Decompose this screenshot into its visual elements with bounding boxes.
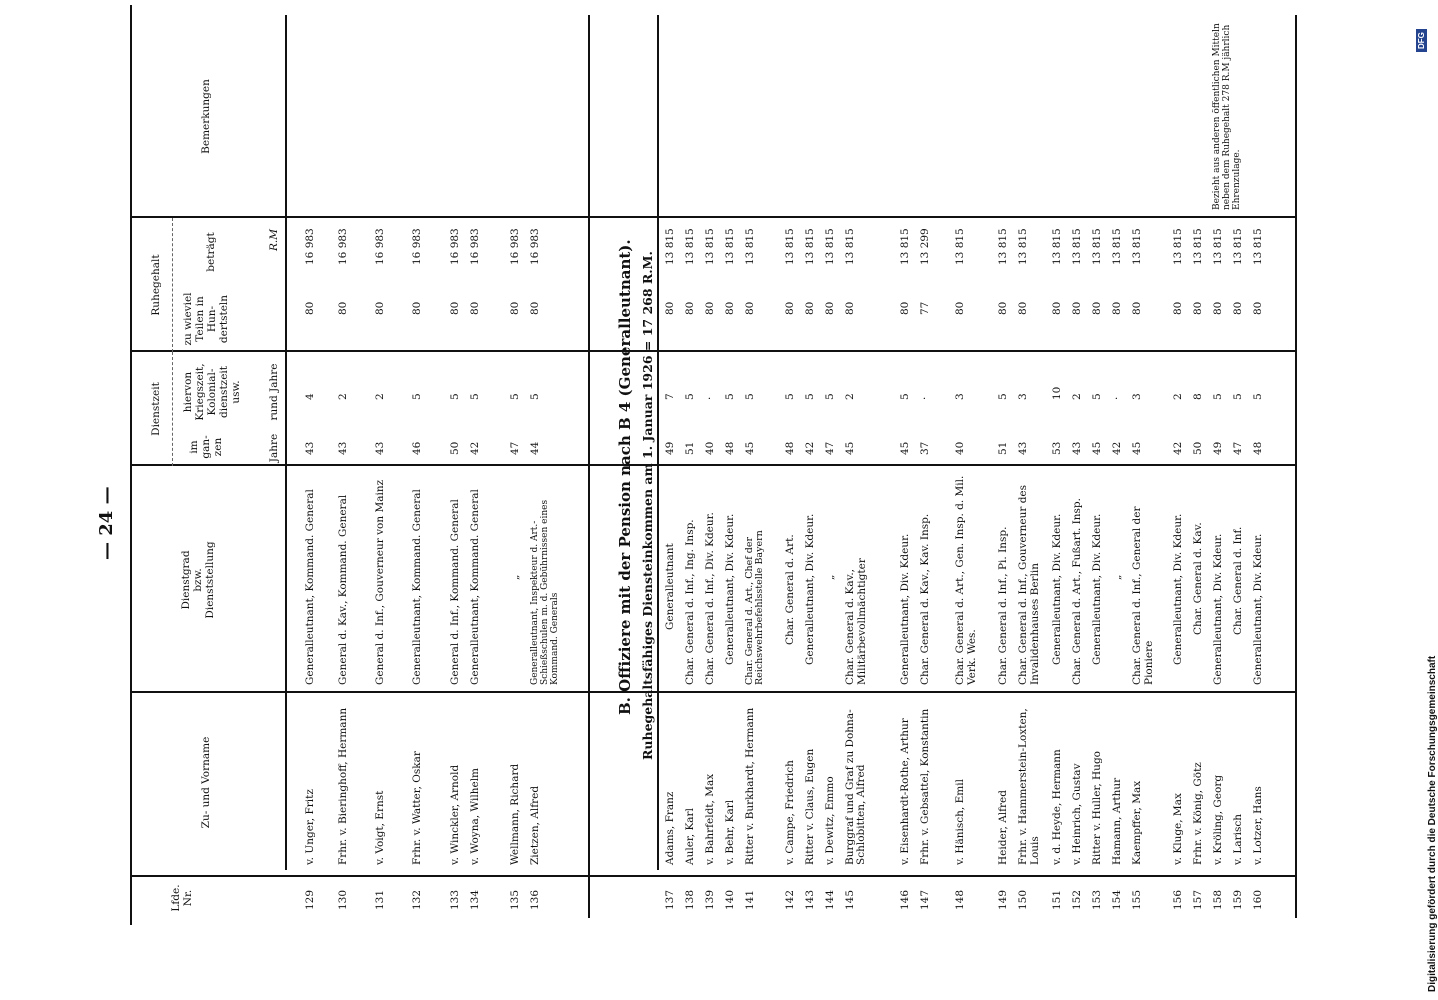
header-bottom-rule (285, 15, 287, 870)
row-amount: 16 983 (469, 228, 481, 265)
row-parts: 80 (1091, 301, 1103, 315)
row-rank: Char. General d. Art., Gen. Insp. d. Mil. Verk. Wes. (954, 475, 978, 685)
row-extra: 5 (1252, 393, 1264, 400)
row-rank: General d. Inf., Kommand. General (449, 499, 461, 685)
row-rank: Generalleutnant, Div. Kdeur. (724, 513, 736, 665)
row-nr: 131 (374, 889, 386, 910)
row-rank: Char. General d. Inf. (1232, 526, 1244, 635)
row-name: Adams, Franz (664, 791, 676, 865)
row-extra: 5 (411, 393, 423, 400)
header-rm: R.M (268, 229, 280, 251)
row-nr: 129 (304, 889, 316, 910)
row-amount: 13 815 (1091, 228, 1103, 265)
row-nr: 145 (844, 889, 856, 910)
row-total: 49 (1212, 441, 1224, 455)
row-parts: 80 (509, 301, 521, 315)
row-total: 43 (1071, 441, 1083, 455)
row-amount: 13 815 (1017, 228, 1029, 265)
row-name: v. Campe, Friedrich (784, 760, 796, 865)
row-name: v. Unger, Fritz (304, 789, 316, 865)
section-b-top-rule (657, 15, 659, 870)
row-parts: 80 (1017, 301, 1029, 315)
row-rank: Generalleutnant, Div. Kdeur. (804, 513, 816, 665)
row-extra: 5 (449, 393, 461, 400)
row-extra: 3 (1131, 393, 1143, 400)
row-amount: 13 815 (1172, 228, 1184, 265)
row-extra: 10 (1051, 386, 1063, 400)
row-extra: 2 (1071, 393, 1083, 400)
row-total: 43 (337, 441, 349, 455)
row-parts: 80 (664, 301, 676, 315)
col-line-ruhegehalt (130, 216, 1295, 218)
row-nr: 153 (1091, 889, 1103, 910)
section-b-title: B. Offiziere mit der Pension nach B 4 (Generalleutnant). (616, 239, 634, 715)
row-nr: 149 (997, 889, 1009, 910)
row-rank: Generalleutnant, Div. Kdeur. (1051, 513, 1063, 665)
header-rank: Dienstgrad bzw. Dienststellung (180, 541, 216, 619)
row-name: Wellmann, Richard (509, 763, 521, 865)
row-rank: „ (509, 574, 521, 580)
row-nr: 144 (824, 889, 836, 910)
row-rank: Char. General d. Kav., Kav. Insp. (919, 513, 931, 685)
row-extra: 5 (469, 393, 481, 400)
row-total: 51 (997, 441, 1009, 455)
row-total: 53 (1051, 441, 1063, 455)
row-name: Frhr. v. Bieringhoff, Hermann (337, 707, 349, 865)
row-rank: Generalleutnant, Div. Kdeur. (1091, 513, 1103, 665)
row-parts: 80 (1252, 301, 1264, 315)
row-total: 48 (1252, 441, 1264, 455)
row-extra: 3 (1017, 393, 1029, 400)
row-nr: 160 (1252, 889, 1264, 910)
row-rank: Generalleutnant, Div. Kdeur. (1252, 533, 1264, 685)
row-extra: 5 (744, 393, 756, 400)
row-total: 43 (374, 441, 386, 455)
header-subrule-dienstzeit (172, 352, 173, 466)
header-zu-wieviel: zu wieviel Teilen in Hun- dertsteln (182, 292, 230, 346)
row-parts: 80 (337, 301, 349, 315)
row-extra: 5 (1091, 393, 1103, 400)
row-total: 45 (899, 441, 911, 455)
row-extra: 7 (664, 393, 676, 400)
row-nr: 156 (1172, 889, 1184, 910)
row-parts: 80 (724, 301, 736, 315)
row-extra: 2 (1172, 393, 1184, 400)
row-total: 50 (1192, 441, 1204, 455)
row-nr: 158 (1212, 889, 1224, 910)
remark-row-158: Bezieht aus anderen öffentlichen Mitteln neben dem Ruhegehalt 278 R.M jährlich Ehrenzulage. (1212, 23, 1242, 210)
row-rank: Char. General d. Kav., Militärbevollmächtigter (844, 558, 868, 685)
row-nr: 148 (954, 889, 966, 910)
row-amount: 13 815 (1131, 228, 1143, 265)
row-total: 40 (704, 441, 716, 455)
row-name: Burggraf und Graf zu Dohna-Schlobitten, Alfred (844, 709, 867, 865)
section-b-subtitle: Ruhegehaltsfähiges Diensteinkommen am 1. Januar 1926 = 17 268 R.M. (640, 251, 655, 760)
row-amount: 13 815 (844, 228, 856, 265)
row-parts: 80 (744, 301, 756, 315)
row-name: Ritter v. Claus, Eugen (804, 748, 816, 865)
row-rank: Char. General d. Inf., Div. Kdeur. (704, 512, 716, 685)
row-total: 42 (804, 441, 816, 455)
row-name: Frhr. v. Hammerstein-Loxten, Louis (1017, 708, 1041, 865)
row-amount: 16 983 (529, 228, 541, 265)
row-extra: 5 (804, 393, 816, 400)
row-parts: 80 (1212, 301, 1224, 315)
row-parts: 80 (529, 301, 541, 315)
row-total: 45 (844, 441, 856, 455)
row-amount: 13 815 (1212, 228, 1224, 265)
row-rank: Char. General d. Kav. (1192, 522, 1204, 635)
row-parts: 80 (684, 301, 696, 315)
page-number: — 24 — (96, 486, 117, 560)
row-extra: 2 (844, 393, 856, 400)
row-total: 48 (784, 441, 796, 455)
row-parts: 80 (899, 301, 911, 315)
row-extra: 5 (1212, 393, 1224, 400)
row-name: v. Woyna, Wilhelm (469, 767, 481, 865)
row-rank: Char. General d. Inf., Pi. Insp. (997, 526, 1009, 685)
row-name: Ritter v. Burkhardt, Hermann (744, 707, 756, 865)
row-amount: 13 815 (899, 228, 911, 265)
row-nr: 151 (1051, 889, 1063, 910)
row-parts: 80 (844, 301, 856, 315)
row-extra: 5 (997, 393, 1009, 400)
row-name: Zietzen, Alfred (529, 785, 541, 865)
row-amount: 16 983 (304, 228, 316, 265)
row-name: v. Bahrfeldt, Max (704, 773, 716, 865)
row-total: 50 (449, 441, 461, 455)
row-nr: 133 (449, 889, 461, 910)
row-total: 42 (469, 441, 481, 455)
row-extra: 2 (374, 393, 386, 400)
row-rank: Generalleutnant, Kommand. General (411, 489, 423, 685)
row-name: v. Heinrich, Gustav (1071, 763, 1083, 865)
row-amount: 16 983 (374, 228, 386, 265)
row-name: Heider, Alfred (997, 790, 1009, 865)
row-name: Auler, Karl (684, 808, 696, 865)
row-amount: 13 815 (804, 228, 816, 265)
row-amount: 13 815 (704, 228, 716, 265)
row-nr: 132 (411, 889, 423, 910)
row-nr: 159 (1232, 889, 1244, 910)
row-nr: 152 (1071, 889, 1083, 910)
row-name: v. Kluge, Max (1172, 793, 1184, 865)
row-total: 42 (1172, 441, 1184, 455)
row-parts: 80 (997, 301, 1009, 315)
row-name: Ritter v. Huller, Hugo (1091, 751, 1103, 865)
row-amount: 16 983 (337, 228, 349, 265)
row-extra: 5 (724, 393, 736, 400)
section-b-bottom-rule (1295, 15, 1297, 918)
row-nr: 157 (1192, 889, 1204, 910)
dfg-logo: DFG (1416, 29, 1427, 52)
header-ruhegehalt: Ruhegehalt (150, 254, 162, 316)
row-total: 51 (684, 441, 696, 455)
row-total: 45 (1091, 441, 1103, 455)
row-parts: 80 (804, 301, 816, 315)
row-rank: Generalleutnant, Div. Kdeur. (1172, 513, 1184, 665)
header-dienstzeit: Dienstzeit (150, 382, 162, 436)
row-name: v. d. Heyde, Hermann (1051, 749, 1063, 865)
header-betraegt: beträgt (205, 232, 217, 272)
row-total: 45 (1131, 441, 1143, 455)
row-name: v. Winckler, Arnold (449, 764, 461, 865)
row-extra: 5 (824, 393, 836, 400)
row-nr: 136 (529, 889, 541, 910)
row-total: 43 (304, 441, 316, 455)
row-extra: 4 (304, 393, 316, 400)
row-parts: 80 (824, 301, 836, 315)
row-parts: 80 (469, 301, 481, 315)
row-name: v. Larisch (1232, 813, 1244, 865)
col-line-rank (130, 464, 1295, 466)
row-amount: 13 815 (684, 228, 696, 265)
row-nr: 155 (1131, 889, 1143, 910)
row-nr: 146 (899, 889, 911, 910)
row-extra: · (1111, 396, 1123, 400)
row-extra: 5 (509, 393, 521, 400)
row-total: 47 (1232, 441, 1244, 455)
row-name: Frhr. v. König, Götz (1192, 762, 1204, 865)
row-total: 42 (1111, 441, 1123, 455)
row-total: 45 (744, 441, 756, 455)
row-extra: 8 (1192, 393, 1204, 400)
row-parts: 80 (1051, 301, 1063, 315)
row-nr: 150 (1017, 889, 1029, 910)
header-jahre: Jahre (268, 433, 280, 463)
row-extra: 5 (529, 393, 541, 400)
row-amount: 13 815 (997, 228, 1009, 265)
row-parts: 80 (954, 301, 966, 315)
row-parts: 80 (1111, 301, 1123, 315)
row-extra: 2 (337, 393, 349, 400)
row-extra: 5 (784, 393, 796, 400)
row-amount: 13 815 (724, 228, 736, 265)
row-amount: 13 815 (664, 228, 676, 265)
row-parts: 80 (304, 301, 316, 315)
header-im-ganzen: im gan- zen (188, 435, 224, 459)
row-rank: Char. General d. Inf., Gouverneur des Invalidenhauses Berlin (1017, 484, 1041, 685)
row-total: 43 (1017, 441, 1029, 455)
row-rank: „ (1111, 574, 1123, 580)
row-name: Frhr. v. Watter, Oskar (411, 751, 423, 865)
row-rank: Char. General d. Art., Chef der Reichswehrbefehlsstelle Bayern (744, 530, 765, 685)
row-name: v. Hänisch, Emil (954, 779, 966, 865)
row-rank: Char. General d. Art. (784, 534, 796, 645)
row-parts: 80 (704, 301, 716, 315)
row-extra: 5 (1232, 393, 1244, 400)
row-name: Frhr. v. Gebsattel, Konstantin (919, 708, 931, 865)
col-line-dienstzeit (130, 350, 1295, 352)
row-extra: · (704, 396, 716, 400)
row-parts: 80 (1071, 301, 1083, 315)
header-name: Zu- und Vorname (200, 736, 212, 829)
row-parts: 80 (1232, 301, 1244, 315)
row-nr: 137 (664, 889, 676, 910)
row-total: 47 (824, 441, 836, 455)
digitization-note: Digitalisierung gefördert durch die Deutsche Forschungsgemeinschaft (1427, 655, 1438, 992)
row-total: 47 (509, 441, 521, 455)
row-nr: 142 (784, 889, 796, 910)
row-total: 46 (411, 441, 423, 455)
row-total: 48 (724, 441, 736, 455)
row-amount: 13 815 (1192, 228, 1204, 265)
row-rank: Generalleutnant, Div. Kdeur. (899, 533, 911, 685)
row-amount: 13 815 (1051, 228, 1063, 265)
row-parts: 80 (411, 301, 423, 315)
row-parts: 77 (919, 301, 931, 315)
row-amount: 13 299 (919, 228, 931, 265)
header-hiervon: hiervon Kriegszeit, Kolonial- dienstzeit usw. (182, 363, 242, 421)
row-rank: Generalleutnant, Kommand. General (469, 489, 481, 685)
row-parts: 80 (449, 301, 461, 315)
col-line-nr (130, 875, 1295, 877)
row-amount: 13 815 (954, 228, 966, 265)
row-extra: 5 (684, 393, 696, 400)
row-nr: 134 (469, 889, 481, 910)
row-amount: 13 815 (1111, 228, 1123, 265)
row-nr: 130 (337, 889, 349, 910)
row-amount: 16 983 (449, 228, 461, 265)
row-nr: 135 (509, 889, 521, 910)
row-rank: Generalleutnant, Div. Kdeur. (1212, 533, 1224, 685)
row-rank: Char. General d. Inf., Ing. Insp. (684, 519, 696, 685)
row-nr: 140 (724, 889, 736, 910)
row-nr: 143 (804, 889, 816, 910)
row-name: Hamann, Arthur (1111, 777, 1123, 865)
row-rank: Generalleutnant (664, 543, 676, 630)
row-parts: 80 (1131, 301, 1143, 315)
row-name: v. Voigt, Ernst (374, 790, 386, 865)
row-extra: 3 (954, 393, 966, 400)
row-amount: 16 983 (411, 228, 423, 265)
header-bemerkungen: Bemerkungen (200, 79, 212, 154)
row-nr: 138 (684, 889, 696, 910)
section-a-bottom-rule (588, 15, 590, 918)
row-nr: 147 (919, 889, 931, 910)
header-subrule-ruhegehalt (172, 218, 173, 352)
row-rank: General d. Kav., Kommand. General (337, 494, 349, 685)
row-rank: Char. General d. Art., Fußart. Insp. (1071, 498, 1083, 685)
row-rank: Generalleutnant, Inspekteur d. Art.-Schießschulen m. d. Gebührnissen eines Kommand. Generals (530, 499, 560, 685)
row-name: v. Behr, Karl (724, 799, 736, 865)
row-rank: Generalleutnant, Kommand. General (304, 489, 316, 685)
row-amount: 13 815 (1232, 228, 1244, 265)
row-name: v. Eisenhardt-Rothe, Arthur (899, 718, 911, 865)
row-extra: 5 (899, 393, 911, 400)
row-amount: 13 815 (784, 228, 796, 265)
header-rund-jahre: rund Jahre (268, 363, 280, 421)
row-total: 44 (529, 441, 541, 455)
row-rank: Char. General d. Inf., General der Pioniere (1131, 506, 1155, 685)
row-parts: 80 (1172, 301, 1184, 315)
row-total: 40 (954, 441, 966, 455)
row-amount: 16 983 (509, 228, 521, 265)
row-nr: 141 (744, 889, 756, 910)
row-amount: 13 815 (744, 228, 756, 265)
header-lfde: Lfde. Nr. (170, 884, 194, 912)
row-nr: 154 (1111, 889, 1123, 910)
row-parts: 80 (1192, 301, 1204, 315)
row-nr: 139 (704, 889, 716, 910)
row-rank: „ (824, 574, 836, 580)
row-name: v. Kröling, Georg (1212, 774, 1224, 865)
row-parts: 80 (374, 301, 386, 315)
row-name: Kaempffer, Max (1131, 780, 1143, 865)
row-parts: 80 (784, 301, 796, 315)
row-total: 37 (919, 441, 931, 455)
row-name: v. Dewitz, Emmo (824, 776, 836, 865)
row-extra: · (919, 396, 931, 400)
row-total: 49 (664, 441, 676, 455)
row-name: v. Lotzer, Hans (1252, 786, 1264, 865)
row-rank: General d. Inf., Gouverneur von Mainz (374, 479, 386, 685)
row-amount: 13 815 (824, 228, 836, 265)
row-amount: 13 815 (1071, 228, 1083, 265)
row-amount: 13 815 (1252, 228, 1264, 265)
col-line-name (130, 691, 1295, 693)
